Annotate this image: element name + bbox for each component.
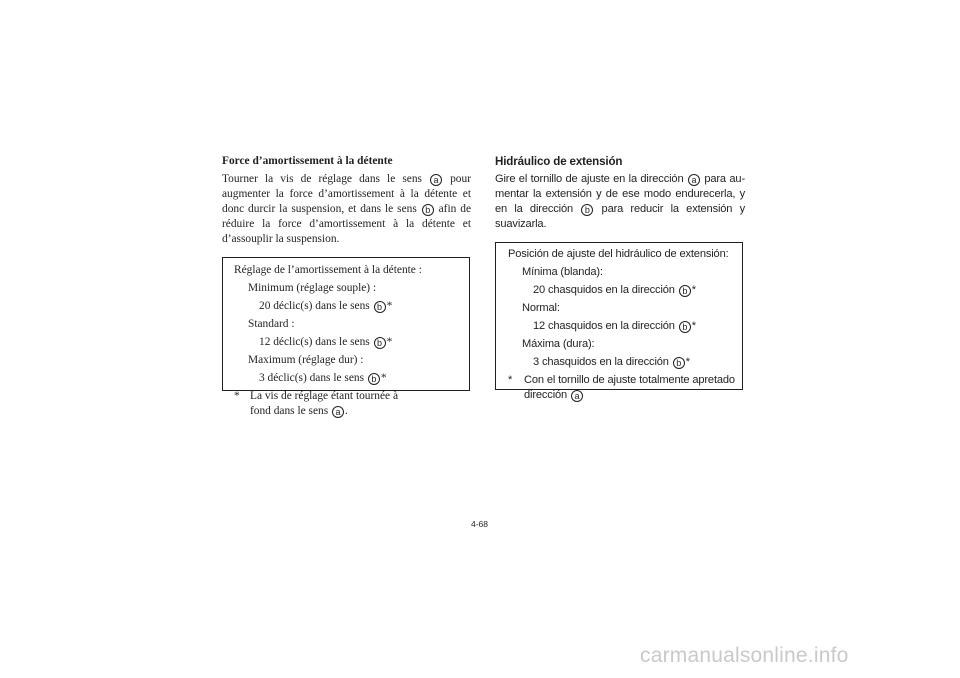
direction-a-symbol: a	[430, 174, 442, 186]
french-column	[222, 152, 472, 417]
asterisk: *	[685, 356, 690, 368]
paragraph-text: para au-mentar la extensión y de ese modo endurecerla, y en la dirección	[495, 173, 745, 215]
asterisk: *	[691, 284, 696, 296]
paragraph-text: pour augmenter la force d’amortissement à la détente et donc durcir la suspension, et dans le sens	[222, 173, 471, 215]
max-setting-label: Máxima (dura):	[522, 338, 595, 350]
direction-b-symbol: b	[422, 204, 434, 216]
min-setting-value	[234, 299, 465, 314]
asterisk: *	[380, 372, 387, 384]
direction-b-symbol: b	[581, 204, 593, 216]
min-setting-label: Mínima (blanda):	[522, 266, 603, 278]
paragraph-text: Gire el tornillo de ajuste en la dirección	[495, 173, 687, 185]
settings-box-fr	[222, 257, 470, 417]
value-text: 20 déclic(s) dans le sens	[259, 300, 373, 312]
footnote-star: *	[508, 374, 513, 386]
footnote-fr	[234, 389, 465, 419]
direction-b-symbol: b	[374, 301, 386, 313]
value-text: 12 chasquidos en la dirección	[533, 320, 678, 332]
asterisk: *	[386, 300, 393, 312]
page-number: 4-68	[471, 519, 489, 529]
min-setting-value	[508, 283, 738, 298]
direction-b-symbol: b	[673, 357, 685, 369]
value-text: 3 chasquidos en la dirección	[533, 356, 672, 368]
watermark: carmanualsonline.info	[640, 644, 849, 667]
direction-a-symbol: a	[571, 390, 583, 402]
max-setting-value	[234, 371, 465, 386]
direction-a-symbol: a	[332, 406, 344, 418]
normal-setting-value	[508, 319, 738, 334]
min-setting-label: Minimum (réglage souple) :	[248, 282, 377, 294]
note-text: La vis de réglage étant tournée à fond dans le sens	[250, 390, 399, 417]
normal-setting-label: Normal:	[522, 302, 560, 314]
value-text: 12 déclic(s) dans le sens	[259, 336, 373, 348]
asterisk: *	[691, 320, 696, 332]
footnote-es	[508, 373, 738, 403]
value-text: 3 déclic(s) dans le sens	[259, 372, 367, 384]
footnote-star: *	[234, 390, 240, 402]
std-setting-label: Standard :	[248, 318, 295, 330]
instruction-paragraph-fr	[222, 172, 471, 247]
value-text: 20 chasquidos en la dirección	[533, 284, 678, 296]
direction-b-symbol: b	[679, 321, 691, 333]
section-title-fr: Force d’amortissement à la détente	[222, 155, 393, 167]
footnote-text	[524, 373, 738, 403]
note-text: Con el tornillo de ajuste totalmente apretado dirección	[524, 374, 735, 401]
max-setting-label: Maximum (réglage dur) :	[248, 354, 364, 366]
std-setting-value	[234, 335, 465, 350]
box-heading: Réglage de l’amortissement à la détente :	[234, 264, 422, 276]
footnote-text	[250, 389, 420, 419]
direction-b-symbol: b	[368, 373, 380, 385]
paragraph-text: afin de réduire la force d’amortissement à la détente et d’assouplir la suspension.	[222, 203, 472, 245]
paragraph-text: Tourner la vis de réglage dans le sens	[222, 173, 430, 185]
max-setting-value	[508, 355, 738, 370]
box-heading: Posición de ajuste del hidráulico de extensión:	[508, 248, 729, 260]
asterisk: *	[386, 336, 393, 348]
settings-box-es	[495, 242, 743, 401]
section-title-es: Hidráulico de extensión	[495, 155, 623, 168]
instruction-paragraph-es	[495, 172, 745, 232]
paragraph-text: para reducir la extensión y suavizarla.	[495, 203, 745, 230]
spanish-column	[495, 152, 745, 401]
direction-b-symbol: b	[374, 337, 386, 349]
note-end: .	[345, 405, 348, 417]
direction-b-symbol: b	[679, 285, 691, 297]
direction-a-symbol: a	[688, 174, 700, 186]
